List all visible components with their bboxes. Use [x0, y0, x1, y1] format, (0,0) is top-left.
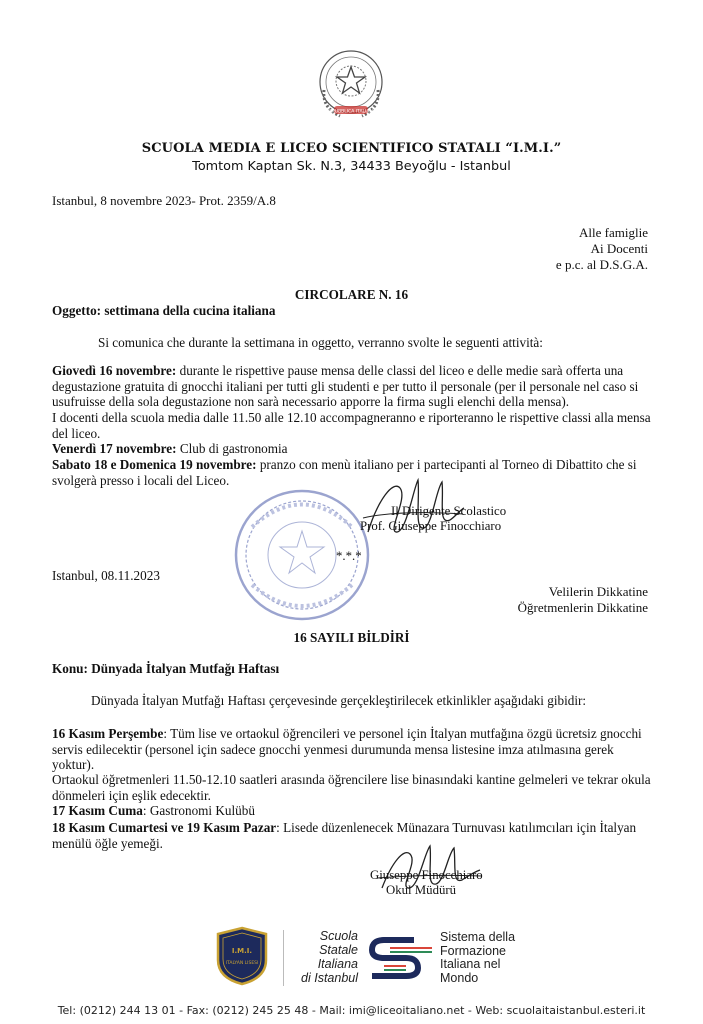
- activity-thursday-date: Giovedì 16 novembre:: [52, 363, 177, 378]
- scuola-line-2: Statale: [319, 943, 358, 957]
- activity-weekend-text-tr: : Lisede düzenlenecek Münazara Turnuvası katılımcıları için İtalyan menülü öğle yemeği.: [52, 820, 637, 851]
- italian-republic-emblem-icon: [316, 46, 386, 122]
- school-badge-icon: [214, 926, 270, 986]
- turkish-date: Istanbul, 08.11.2023: [52, 568, 160, 583]
- activity-teachers-note-tr: Ortaokul öğretmenleri 11.50-12.10 saatleri arasında öğrencilere lise binasındaki kantine gelmeleri ve tekrar okula dönmeleri için eşlik edecektir.: [52, 772, 651, 803]
- activity-weekend-date-tr: 18 Kasım Cumartesi ve 19 Kasım Pazar: [52, 820, 277, 835]
- signature-name-tr: Giuseppe Finocchiaro: [370, 868, 483, 882]
- recipient-teachers-tr: Öğretmenlerin Dikkatine: [517, 600, 648, 615]
- activity-friday-tr: [52, 803, 652, 819]
- circular-title: CIRCOLARE N. 16: [294, 287, 409, 302]
- scuola-line-4: di Istanbul: [301, 971, 358, 985]
- activity-thursday: [52, 363, 652, 410]
- activity-weekend: [52, 457, 652, 488]
- protocol-line: Istanbul, 8 novembre 2023- Prot. 2359/A.8: [52, 193, 276, 208]
- circular-intro: Si comunica che durante la settimana in oggetto, verranno svolte le seguenti attività:: [98, 335, 543, 350]
- badge-text-sub: ITALYAN LISESI: [225, 961, 259, 966]
- sistema-formazione-block: [440, 931, 540, 985]
- sistema-line-1: Sistema della: [440, 930, 516, 944]
- recipient-parents-tr: Velilerin Dikkatine: [548, 584, 648, 599]
- activity-thursday-text-tr: : Tüm lise ve ortaokul öğrencileri ve personel için İtalyan mutfağına özgü ücretsiz gnocchi servis edilecektir (personel için sadece gnocchi yenmesi durumunda mensa listesine imza atılmasına gerek yoktur).: [52, 726, 642, 772]
- school-address: Tomtom Kaptan Sk. N.3, 34433 Beyoğlu - Istanbul: [192, 159, 511, 174]
- activity-thursday-tr: [52, 726, 654, 773]
- notice-subject-tr: Konu: Dünyada İtalyan Mutfağı Haftası: [52, 661, 280, 676]
- activity-friday-date-tr: 17 Kasım Cuma: [52, 803, 143, 818]
- scuola-line-1: Scuola: [319, 929, 358, 943]
- signature-title-tr: Okul Müdürü: [386, 883, 457, 897]
- recipient-families: Alle famiglie: [579, 225, 648, 240]
- activity-thursday-text: durante le rispettive pause mensa delle classi del liceo e delle medie sarà offerta una degustazione gratuita di gnocchi italiani per tutti gli studenti e per tutto il personale (per il personale nel caso si usufruisse della sola degustazione non sarà necessario apporre la firma sugli elenchi della mensa).: [52, 363, 639, 409]
- sistema-line-3: Italiana nel: [440, 957, 501, 971]
- sistema-formazione-logo-icon: [366, 930, 436, 986]
- badge-text-main: I.M.I.: [231, 947, 253, 955]
- activity-friday-text: Club di gastronomia: [176, 441, 288, 456]
- notice-title-tr: 16 SAYILI BİLDİRİ: [293, 630, 410, 645]
- recipient-dsga: e p.c. al D.S.G.A.: [555, 257, 648, 272]
- notice-intro-tr: Dünyada İtalyan Mutfağı Haftası çerçevesinde gerçekleştirilecek etkinlikler aşağıdaki gibidir:: [91, 693, 587, 708]
- signature-title: Il Dirigente Scolastico: [391, 504, 507, 518]
- activity-teachers-note: I docenti della scuola media dalle 11.50 alle 12.10 accompagneranno e riporteranno le rispettive classi alla mensa del liceo.: [52, 410, 651, 441]
- recipient-teachers: Ai Docenti: [590, 241, 648, 256]
- activity-friday-date: Venerdì 17 novembre:: [52, 441, 177, 456]
- circular-subject: Oggetto: settimana della cucina italiana: [52, 303, 276, 318]
- signature-mark: *.*.*: [336, 549, 362, 563]
- activity-weekend-text: pranzo con menù italiano per i partecipanti al Torneo di Dibattito che si svolgerà presso i locali del Liceo.: [52, 457, 637, 488]
- footer-contact: Tel: (0212) 244 13 01 - Fax: (0212) 245 25 48 - Mail: imi@liceoitaliano.net - Web: scuolaitaistanbul.esteri.it: [57, 1004, 646, 1017]
- activity-weekend-date: Sabato 18 e Domenica 19 novembre:: [52, 457, 257, 472]
- signature-name: Prof. Giuseppe Finocchiaro: [360, 519, 502, 533]
- activity-thursday-date-tr: 16 Kasım Perşembe: [52, 726, 164, 741]
- school-name: SCUOLA MEDIA E LICEO SCIENTIFICO STATALI “I.M.I.”: [141, 141, 562, 156]
- activity-friday-text-tr: : Gastronomi Kulübü: [142, 803, 255, 818]
- activity-friday: [52, 441, 652, 457]
- scuola-statale-block: [288, 929, 358, 985]
- sistema-line-2: Formazione: [440, 943, 506, 958]
- footer-divider: [283, 930, 284, 986]
- activity-weekend-tr: [52, 820, 654, 851]
- svg-text:REPUBBLICA ITALIANA: REPUBBLICA ITALIANA: [326, 109, 376, 115]
- scuola-line-3: Italiana: [317, 957, 358, 971]
- sistema-line-4: Mondo: [440, 970, 479, 985]
